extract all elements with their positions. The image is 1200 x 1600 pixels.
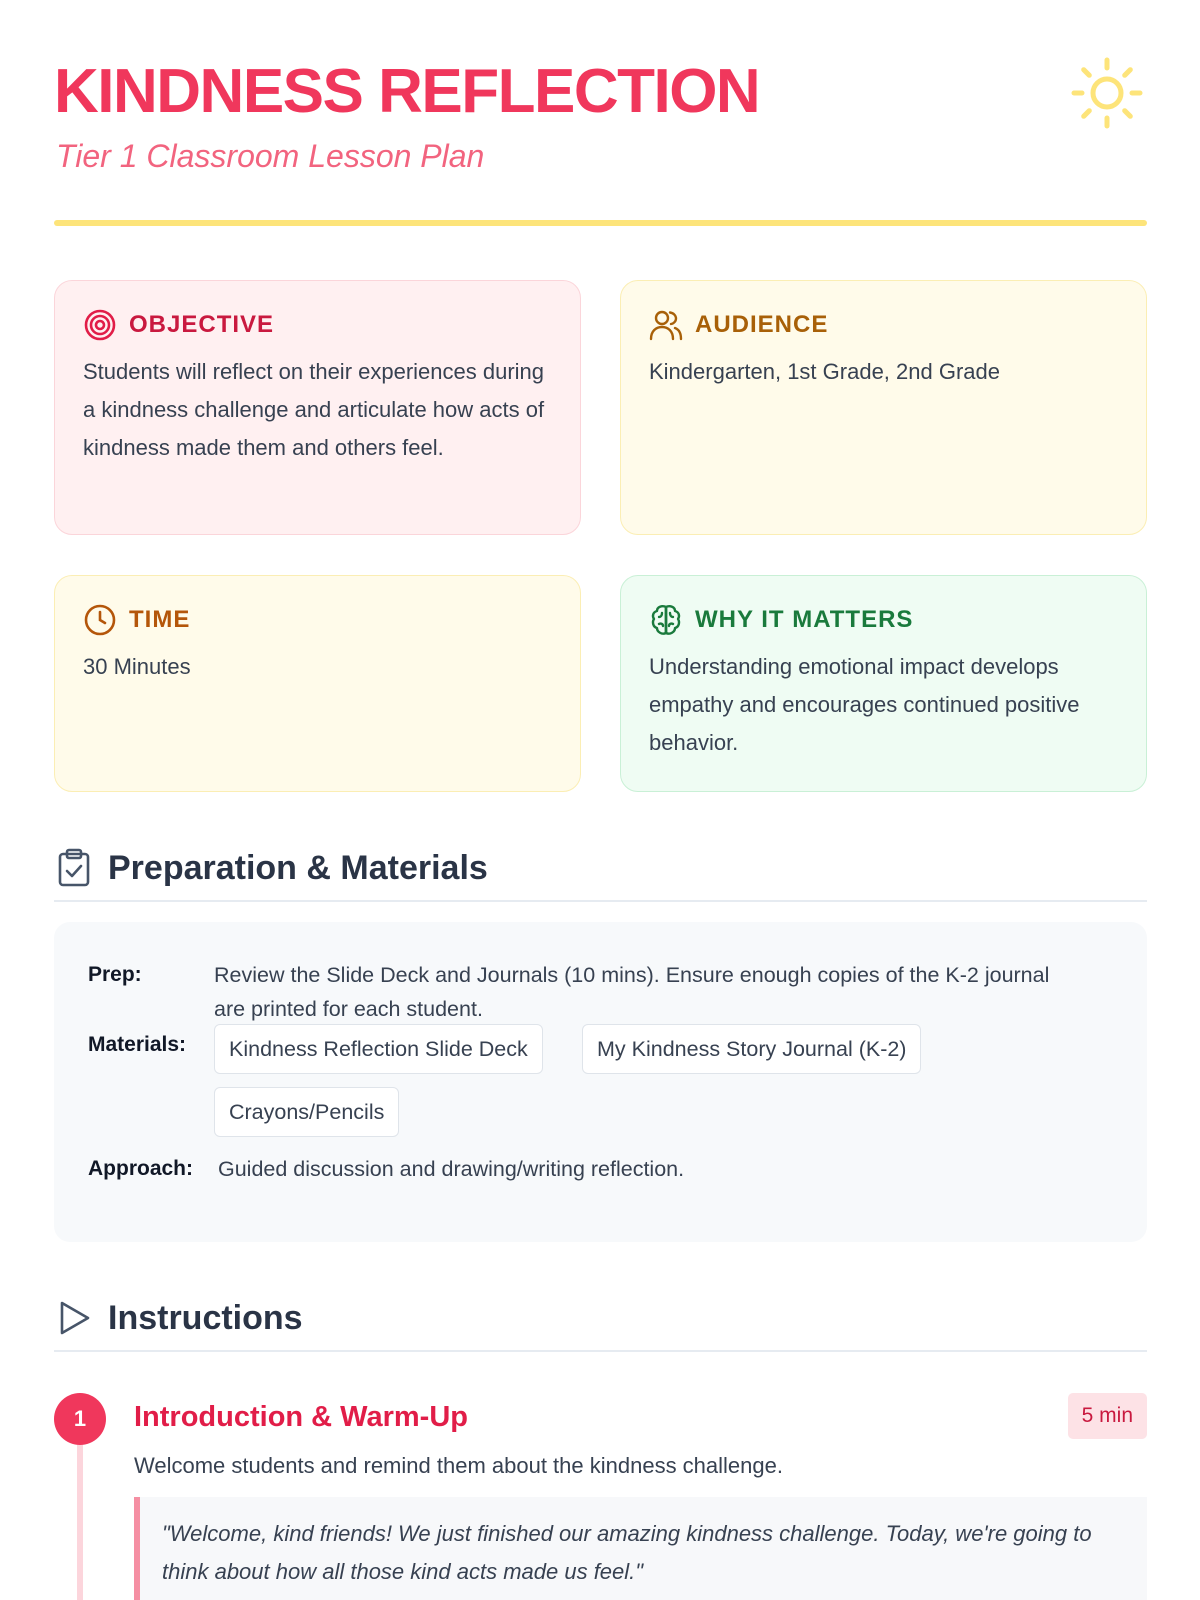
step-script-quote: "Welcome, kind friends! We just finished our amazing kindness challenge. Today, we're going to think about how all those kind acts made us feel." xyxy=(134,1497,1147,1600)
brain-icon xyxy=(649,603,683,637)
approach-label: Approach: xyxy=(88,1157,193,1180)
material-chip: Crayons/Pencils xyxy=(214,1087,399,1137)
objective-title: OBJECTIVE xyxy=(129,311,275,338)
preparation-heading xyxy=(54,846,1147,902)
lesson-plan-page xyxy=(54,0,1147,1600)
approach-text: Guided discussion and drawing/writing reflection. xyxy=(218,1157,685,1181)
objective-text: Students will reflect on their experiences during a kindness challenge and articulate how acts of kindness made them and others feel. xyxy=(83,359,545,460)
audience-text: Kindergarten, 1st Grade, 2nd Grade xyxy=(649,359,1000,384)
clipboard-check-icon xyxy=(56,848,92,888)
material-chip: My Kindness Story Journal (K-2) xyxy=(582,1024,921,1074)
material-chip: Kindness Reflection Slide Deck xyxy=(214,1024,543,1074)
clock-icon xyxy=(83,603,117,637)
prep-text: Review the Slide Deck and Journals (10 mins). Ensure enough copies of the K-2 journal are printed for each student. xyxy=(214,963,1050,1021)
objective-card xyxy=(54,280,581,535)
time-title: TIME xyxy=(129,606,191,633)
users-icon xyxy=(649,308,683,342)
preparation-box xyxy=(54,922,1147,1242)
play-icon xyxy=(56,1298,92,1338)
step-timeline-line xyxy=(77,1445,83,1600)
preparation-title: Preparation & Materials xyxy=(108,849,488,887)
instructions-heading xyxy=(54,1296,1147,1352)
prep-label: Prep: xyxy=(88,963,142,986)
instructions-title: Instructions xyxy=(108,1299,303,1337)
page-subtitle: Tier 1 Classroom Lesson Plan xyxy=(56,138,485,174)
why-it-matters-text: Understanding emotional impact develops empathy and encourages continued positive behavior. xyxy=(649,654,1080,755)
audience-card xyxy=(620,280,1147,535)
audience-title: AUDIENCE xyxy=(695,311,829,338)
time-text: 30 Minutes xyxy=(83,654,191,679)
step-number: 1 xyxy=(54,1393,106,1445)
why-it-matters-card xyxy=(620,575,1147,792)
header xyxy=(54,50,1147,225)
time-card xyxy=(54,575,581,792)
step-description: Welcome students and remind them about the kindness challenge. xyxy=(134,1453,783,1478)
sun-icon xyxy=(1069,55,1145,131)
header-divider xyxy=(54,220,1147,226)
page-title: KINDNESS REFLECTION xyxy=(54,57,760,126)
step-title: Introduction & Warm-Up xyxy=(134,1401,468,1433)
materials-label: Materials: xyxy=(88,1033,187,1056)
step-duration-badge: 5 min xyxy=(1068,1393,1147,1439)
target-icon xyxy=(83,308,117,342)
why-it-matters-title: WHY IT MATTERS xyxy=(695,606,914,633)
